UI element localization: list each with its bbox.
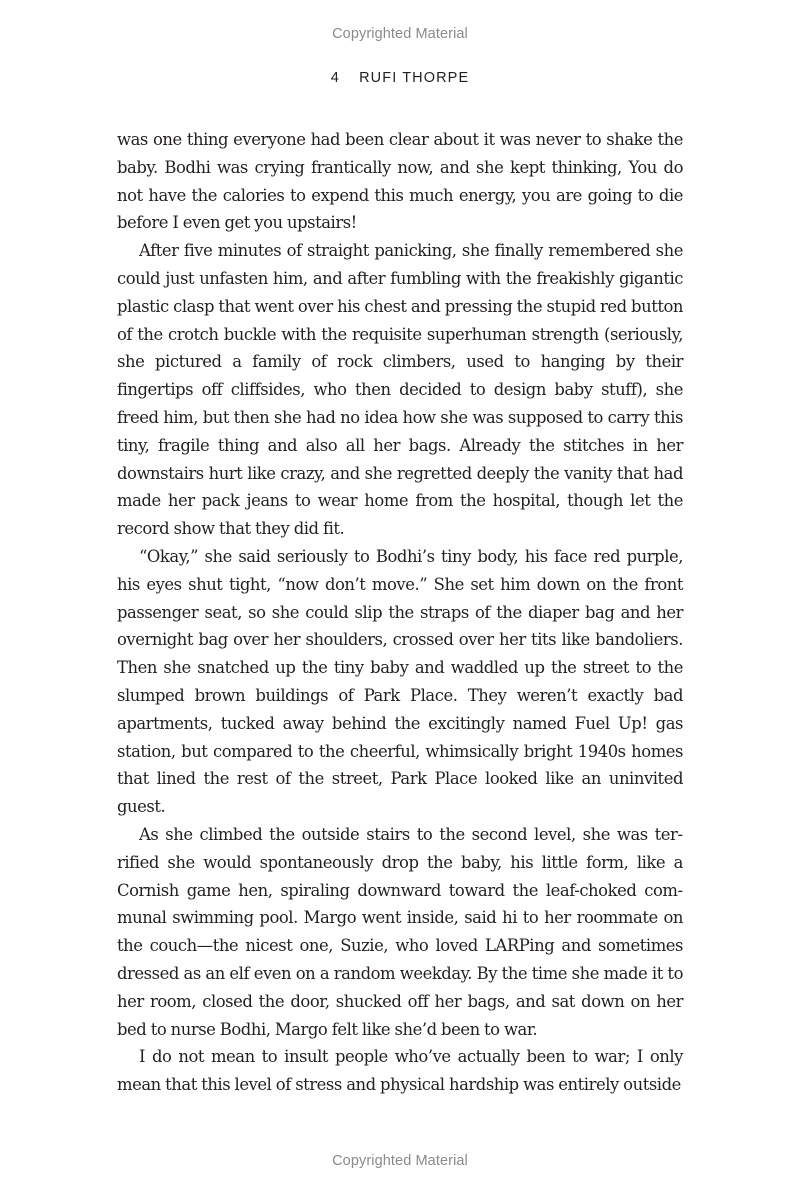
paragraph-3: “Okay,” she said seriously to Bodhi’s tiny body, his face red purple, his eyes shut tight, “now don’t move.” She set him down on the front passenger seat, so she could slip the straps of the diaper bag and her overnight bag over her shoulders, crossed over her tits like bandoliers. Then she snatched up the tiny baby and waddled up the street to the slumped brown buildings of Park Place. They weren’t exactly bad apartments, tucked away behind the excitingly named Fuel Up! gas station, but compared to the cheerful, whimsically bright 1940s homes that lined the rest of the street, Park Place looked like an uninvited guest. [117, 546, 683, 817]
running-head [0, 70, 800, 86]
page-number: 4 [330, 70, 340, 86]
paragraph-2: After five minutes of straight panicking, she finally remembered she could just unfasten him, and after fumbling with the freakishly gigantic plastic clasp that went over his chest and pressing the stupid red button of the crotch buckle with the requisite superhuman strength (seriously, she pictured a family of rock climbers, used to hanging by their fingertips off cliffsides, who then decided to design baby stuff), she freed him, but then she had no idea how she was supposed to carry this tiny, fragile thing and also all her bags. Already the stitches in her downstairs hurt like crazy, and she regretted deeply the vanity that had made her pack jeans to wear home from the hospital, though let the record show that they did fit. [117, 241, 683, 539]
copyright-watermark-bottom: Copyrighted Material [332, 1153, 468, 1169]
paragraph-4: As she climbed the outside stairs to the second level, she was terrified she would spontaneously drop the baby, his little form, like a Cornish game hen, spiraling downward toward the leaf-choked communal swimming pool. Margo went inside, said hi to her roommate on the couch—the nicest one, Suzie, who loved LARPing and sometimes dressed as an elf even on a random weekday. By the time she made it to her room, closed the door, shucked off her bags, and sat down on her bed to nurse Bodhi, Margo felt like she’d been to war. [117, 824, 683, 1039]
body-text [117, 126, 683, 1099]
copyright-watermark-top: Copyrighted Material [332, 26, 468, 42]
paragraph-5: I do not mean to insult people who’ve actually been to war; I only mean that this level of stress and physical hardship was entirely outside [117, 1047, 683, 1095]
running-head-author: RUFI THORPE [359, 70, 470, 86]
paragraph-1: was one thing everyone had been clear about it was never to shake the baby. Bodhi was crying frantically now, and she kept thinking, You do not have the calories to expend this much energy, you are going to die before I even get you upstairs! [117, 130, 683, 233]
